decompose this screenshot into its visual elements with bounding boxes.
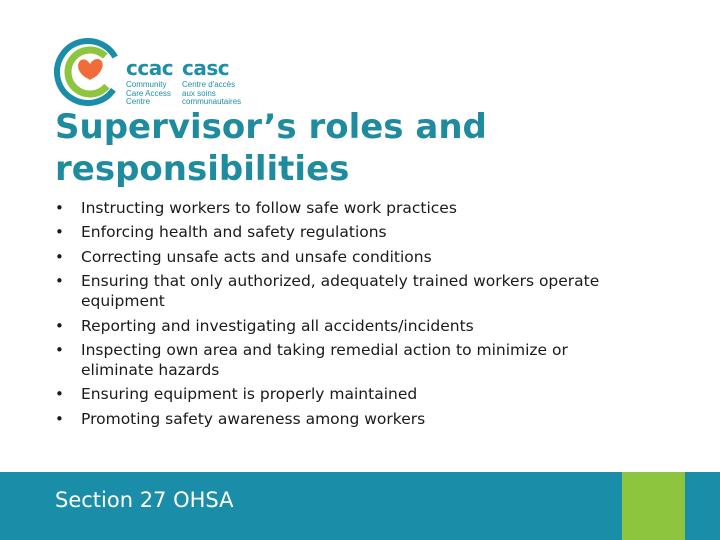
list-item-text: Instructing workers to follow safe work practices (81, 199, 457, 217)
logo-sub-line: Care Access (126, 88, 171, 98)
bullet-icon: • (55, 272, 64, 291)
list-item-text: Ensuring equipment is properly maintained (81, 385, 418, 404)
logo-subtitle-en (126, 81, 182, 107)
footer-green-block (622, 472, 685, 540)
list-item-text-continued: equipment (81, 292, 165, 311)
list-item (55, 271, 675, 311)
footer-band (0, 472, 720, 540)
logo-sub-line: Community (126, 80, 167, 89)
bullet-icon: • (55, 385, 64, 404)
list-item (55, 316, 675, 336)
responsibilities-list (55, 198, 675, 433)
slide-title-line: Supervisor’s roles and (55, 107, 487, 147)
bullet-icon: • (55, 340, 64, 359)
list-item-text: Ensuring that only authorized, adequately trained workers operate (81, 272, 600, 291)
list-item (55, 222, 675, 242)
list-item (55, 247, 675, 267)
logo-acronym-en: ccac (126, 56, 174, 80)
list-item-text: Enforcing health and safety regulations (81, 223, 387, 242)
list-item (55, 409, 675, 429)
ccac-logo (52, 36, 252, 108)
slide-title (55, 106, 675, 190)
bullet-icon: • (55, 223, 64, 242)
list-item-text: Promoting safety awareness among workers (81, 409, 426, 428)
list-item-text-continued: eliminate hazards (81, 360, 220, 379)
logo-wordmark (126, 58, 256, 108)
logo-sub-line: Centre (126, 97, 151, 106)
bullet-icon: • (55, 199, 64, 217)
list-item (55, 340, 675, 380)
list-item-text: Correcting unsafe acts and unsafe conditions (81, 247, 432, 266)
bullet-icon: • (55, 409, 64, 428)
logo-sub-line: Centre d'accès (182, 80, 236, 89)
footer-teal-edge (685, 472, 720, 540)
ccac-logo-mark-icon (52, 36, 124, 108)
list-item (55, 384, 675, 404)
logo-acronym-fr: casc (182, 56, 230, 80)
bullet-icon: • (55, 247, 64, 266)
list-item-text: Reporting and investigating all accidents/incidents (81, 316, 474, 335)
logo-sub-line: aux soins (182, 88, 216, 98)
list-item-text: Inspecting own area and taking remedial action to minimize or (81, 340, 568, 359)
logo-subtitle-fr (182, 81, 252, 107)
slide-title-line: responsibilities (55, 149, 350, 189)
bullet-icon: • (55, 316, 64, 335)
logo-sub-line: communautaires (182, 97, 242, 106)
footer-text: Section 27 OHSA (55, 488, 234, 512)
list-item (55, 198, 675, 218)
